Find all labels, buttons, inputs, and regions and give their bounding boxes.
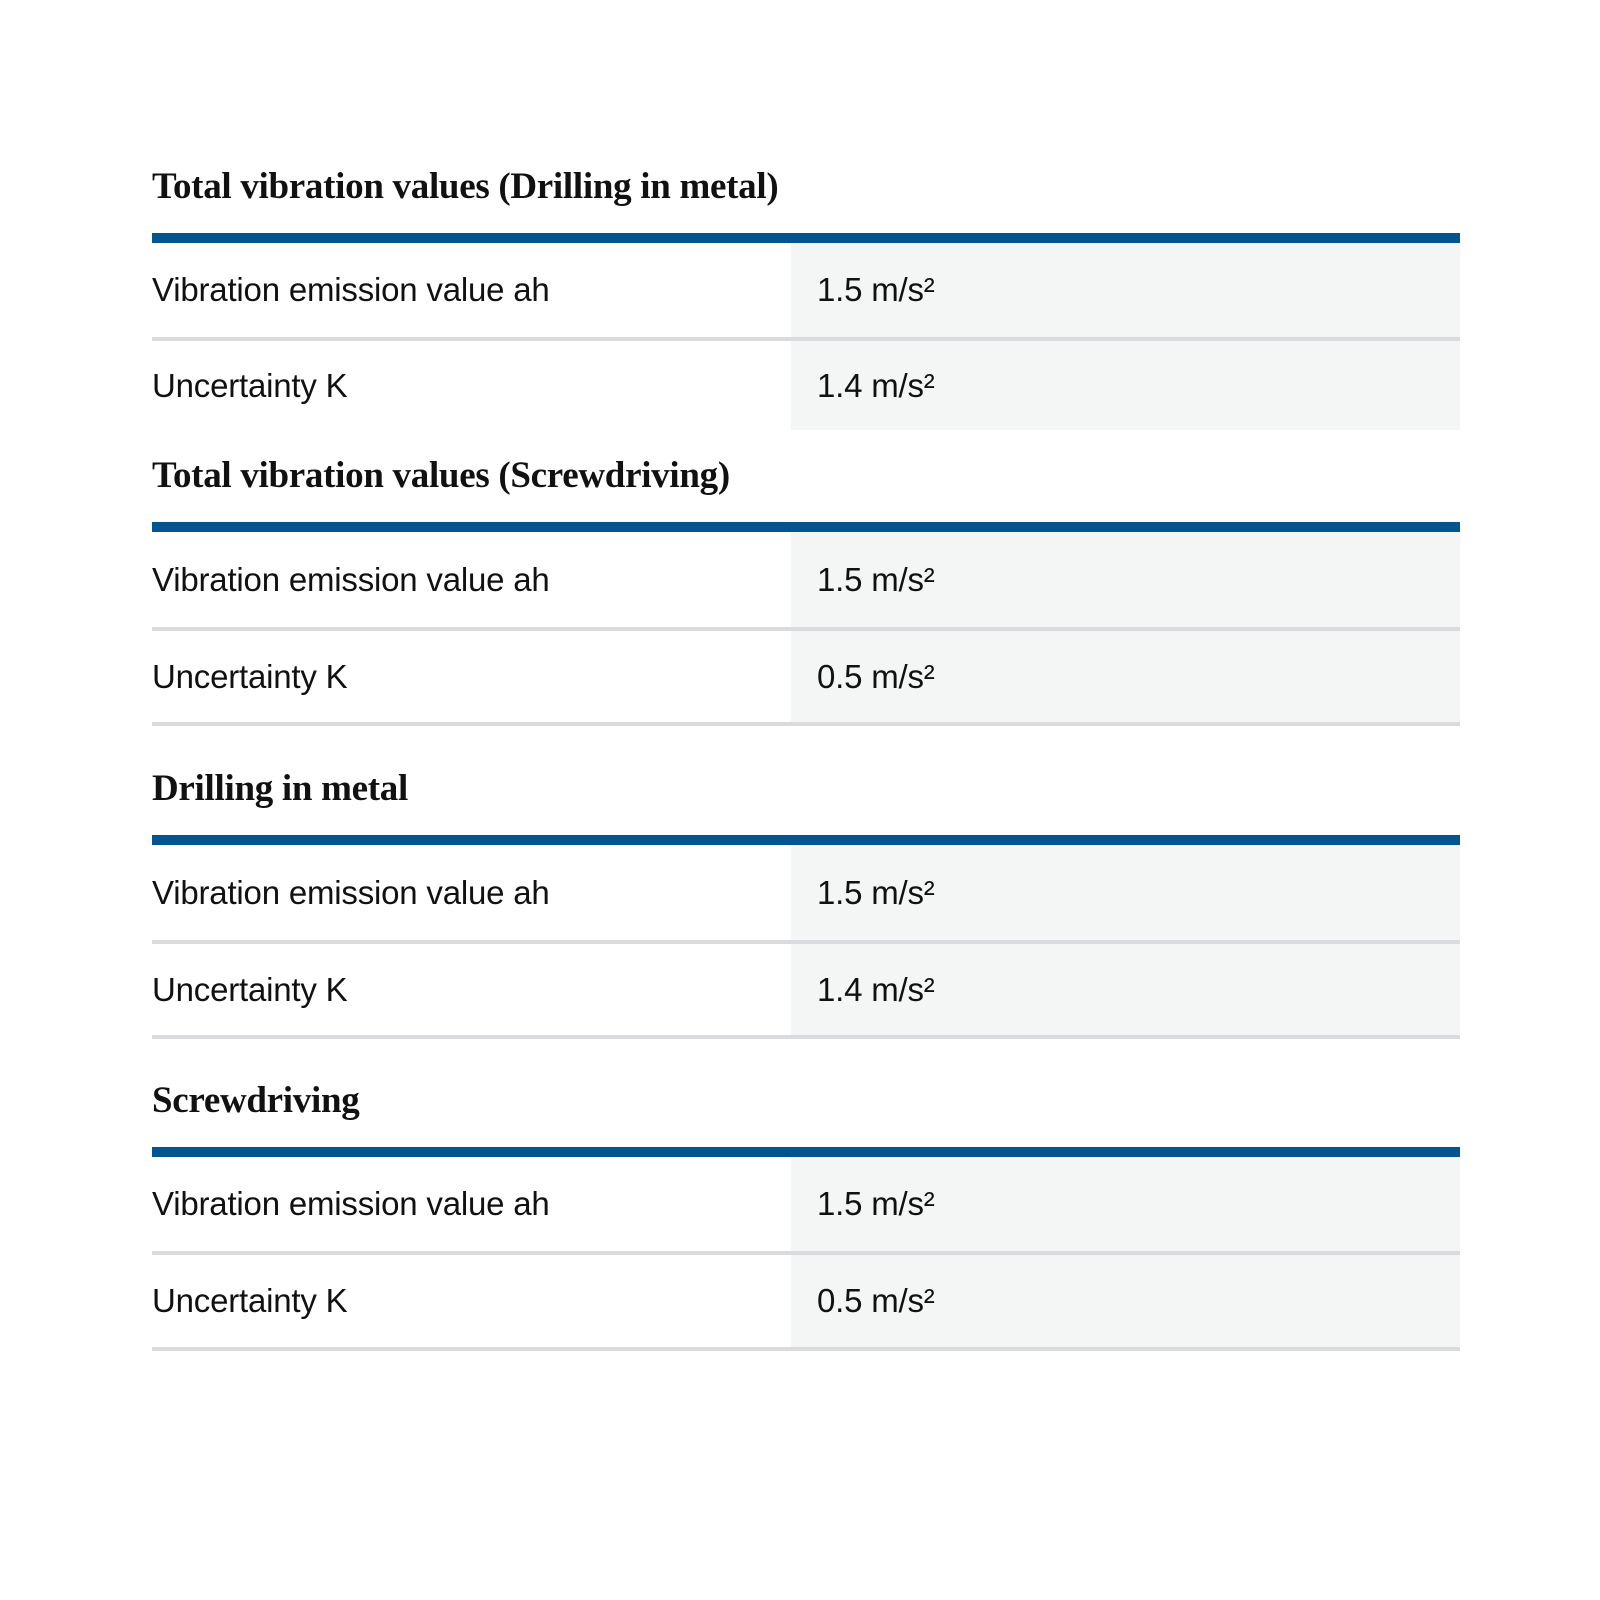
section-heading: Total vibration values (Drilling in metal) (152, 166, 779, 207)
row-value: 1.5 m/s² (791, 1157, 1460, 1251)
row-label: Vibration emission value ah (152, 873, 550, 911)
section-accent-bar (152, 522, 1460, 532)
row-separator (152, 1347, 1460, 1351)
section-drilling-in-metal (152, 767, 1460, 1039)
table-row (152, 1157, 1460, 1251)
row-label: Uncertainty K (152, 1282, 348, 1319)
row-value: 1.5 m/s² (791, 243, 1460, 337)
row-separator (152, 722, 1460, 726)
table-row (152, 944, 1460, 1035)
table-row (152, 341, 1460, 430)
row-separator (152, 1035, 1460, 1039)
row-label: Vibration emission value ah (152, 271, 550, 308)
row-label: Uncertainty K (152, 657, 348, 695)
section-accent-bar (152, 835, 1460, 845)
row-value: 1.4 m/s² (791, 341, 1460, 430)
row-value: 1.5 m/s² (791, 845, 1460, 940)
table-row (152, 532, 1460, 627)
section-screwdriving (152, 1079, 1460, 1351)
row-label: Uncertainty K (152, 970, 348, 1008)
table-row (152, 1255, 1460, 1347)
section-accent-bar (152, 1147, 1460, 1157)
row-label: Uncertainty K (152, 366, 348, 404)
section-heading: Drilling in metal (152, 768, 408, 809)
row-value: 0.5 m/s² (791, 631, 1460, 722)
row-value: 1.4 m/s² (791, 944, 1460, 1035)
row-value: 1.5 m/s² (791, 532, 1460, 627)
section-total-screwdriving (152, 454, 1460, 726)
section-heading: Screwdriving (152, 1080, 360, 1121)
section-accent-bar (152, 233, 1460, 243)
table-row (152, 631, 1460, 722)
table-row (152, 243, 1460, 337)
section-heading: Total vibration values (Screwdriving) (152, 455, 730, 496)
table-row (152, 845, 1460, 940)
row-value: 0.5 m/s² (791, 1255, 1460, 1347)
section-total-drilling-in-metal (152, 165, 1460, 430)
row-label: Vibration emission value ah (152, 1185, 550, 1222)
row-label: Vibration emission value ah (152, 560, 550, 598)
